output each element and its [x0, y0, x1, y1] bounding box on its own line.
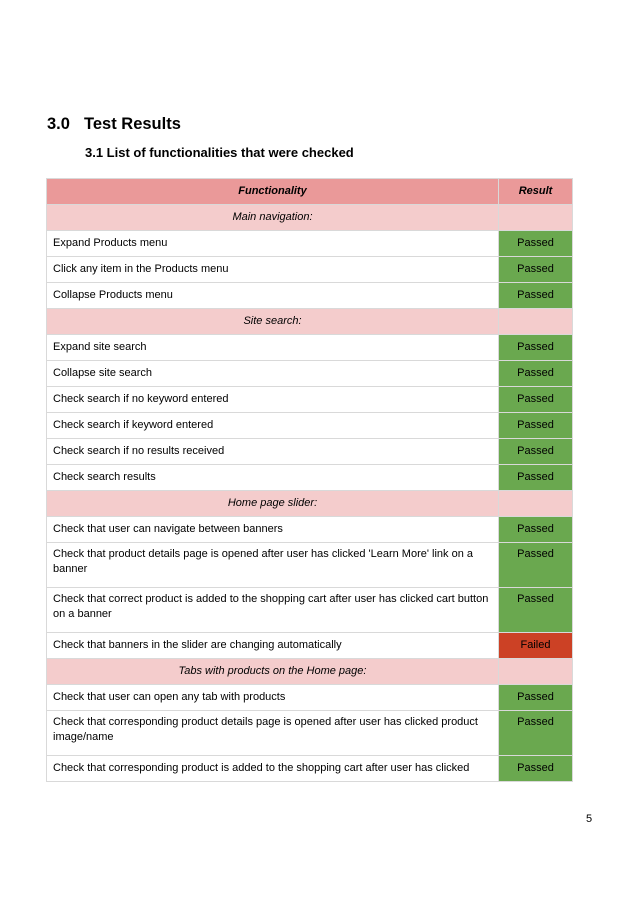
functionality-cell: Check that user can open any tab with products: [47, 685, 499, 711]
page-number: 5: [586, 813, 593, 825]
result-badge: Passed: [499, 335, 573, 361]
table-row: [47, 711, 573, 756]
functionality-cell: Check search if no results received: [47, 439, 499, 465]
section-title: Test Results: [84, 115, 181, 133]
result-badge: Passed: [499, 413, 573, 439]
functionality-cell: Check that correct product is added to the shopping cart after user has clicked cart button on a banner: [47, 588, 499, 633]
section-number: 3.0: [47, 115, 70, 133]
table-row: [47, 439, 573, 465]
result-badge: Passed: [499, 439, 573, 465]
group-title: Home page slider:: [47, 491, 499, 517]
table-row: [47, 231, 573, 257]
table-row: [47, 685, 573, 711]
result-badge: Passed: [499, 543, 573, 588]
result-badge: Passed: [499, 283, 573, 309]
functionality-cell: Check search results: [47, 465, 499, 491]
result-badge: Passed: [499, 465, 573, 491]
group-row: [47, 205, 573, 231]
header-result: Result: [499, 179, 573, 205]
result-badge: Passed: [499, 387, 573, 413]
table-row: [47, 588, 573, 633]
functionality-cell: Check that banners in the slider are changing automatically: [47, 633, 499, 659]
functionality-cell: Expand Products menu: [47, 231, 499, 257]
table-row: [47, 413, 573, 439]
result-badge: Passed: [499, 361, 573, 387]
result-badge: Passed: [499, 517, 573, 543]
functionality-cell: Check that product details page is opened after user has clicked 'Learn More' link on a banner: [47, 543, 499, 588]
group-row: [47, 659, 573, 685]
result-badge: Passed: [499, 711, 573, 756]
functionality-cell: Collapse site search: [47, 361, 499, 387]
result-badge: Passed: [499, 588, 573, 633]
table-row: [47, 756, 573, 782]
table-row: [47, 257, 573, 283]
functionality-cell: Check search if no keyword entered: [47, 387, 499, 413]
result-badge: Passed: [499, 257, 573, 283]
functionality-cell: Check that corresponding product details page is opened after user has clicked product image/name: [47, 711, 499, 756]
functionality-cell: Expand site search: [47, 335, 499, 361]
section-heading: [47, 115, 181, 134]
functionality-cell: Click any item in the Products menu: [47, 257, 499, 283]
table-header-row: [47, 179, 573, 205]
functionality-cell: Collapse Products menu: [47, 283, 499, 309]
result-badge: Failed: [499, 633, 573, 659]
header-functionality: Functionality: [47, 179, 499, 205]
table-row: [47, 387, 573, 413]
functionality-cell: Check that user can navigate between banners: [47, 517, 499, 543]
functionality-cell: Check search if keyword entered: [47, 413, 499, 439]
table-row: [47, 335, 573, 361]
result-badge: Passed: [499, 756, 573, 782]
subsection-heading: 3.1 List of functionalities that were checked: [85, 145, 354, 160]
group-title: Main navigation:: [47, 205, 499, 231]
group-title: Tabs with products on the Home page:: [47, 659, 499, 685]
table-row: [47, 361, 573, 387]
table-row: [47, 543, 573, 588]
group-title: Site search:: [47, 309, 499, 335]
table-row: [47, 465, 573, 491]
group-row: [47, 491, 573, 517]
group-row: [47, 309, 573, 335]
result-badge: Passed: [499, 231, 573, 257]
table-row: [47, 283, 573, 309]
results-table: [46, 178, 573, 782]
table-row: [47, 517, 573, 543]
functionality-cell: Check that corresponding product is added to the shopping cart after user has clicked: [47, 756, 499, 782]
table-row: [47, 633, 573, 659]
result-badge: Passed: [499, 685, 573, 711]
